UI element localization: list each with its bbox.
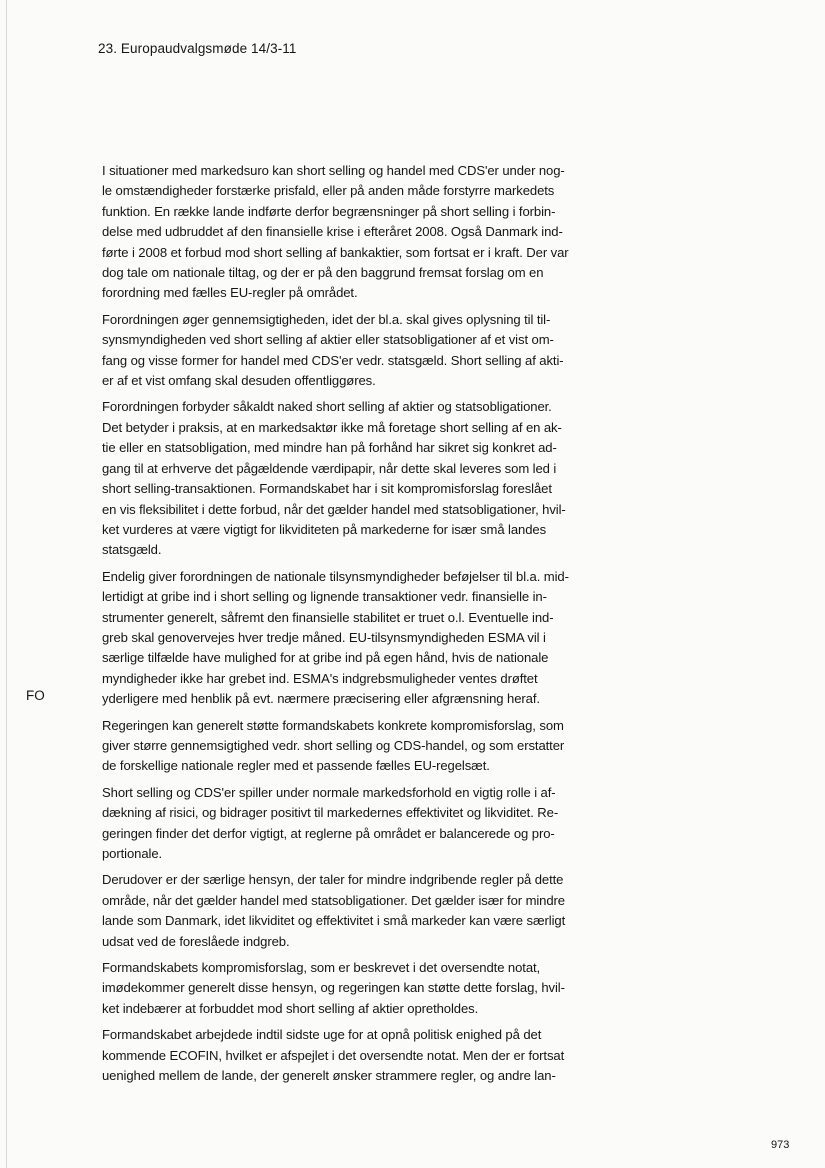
text-line: greb skal genovervejes hver tredje måned. EU-tilsynsmyndigheden ESMA vil i (102, 629, 546, 645)
text-line: dækning af risici, og bidrager positivt til markedernes effektivitet og likviditet. Re- (102, 805, 559, 821)
text-line: lertidigt at gribe ind i short selling og lignende transaktioner vedr. finansielle in- (102, 589, 547, 605)
text-line: portionale. (102, 846, 163, 861)
paragraph (102, 310, 590, 392)
text-line: en vis fleksibilitet i dette forbud, når det gælder handel med statsobligationer, hvil- (102, 501, 566, 517)
text-line: førte i 2008 et forbud mod short selling af bankaktier, som fortsat er i kraft. Der var (102, 244, 569, 260)
text-line: Short selling og CDS'er spiller under normale markedsforhold en vigtig rolle i af- (102, 784, 556, 800)
text-line: Formandskabet arbejdede indtil sidste uge for at opnå politisk enighed på det (102, 1027, 542, 1043)
paragraph (102, 716, 590, 777)
paragraph (102, 783, 590, 865)
page-number: 973 (771, 1139, 790, 1151)
paragraph (102, 161, 590, 304)
text-line: delse med udbruddet af den finansielle krise i efteråret 2008. Også Danmark ind- (102, 224, 563, 240)
text-line: særlige tilfælde have mulighed for at gribe ind på egen hånd, hvis de nationale (102, 650, 549, 666)
text-line: yderligere med henblik på evt. nærmere præcisering eller afgrænsning heraf. (102, 691, 540, 707)
text-line: Formandskabets kompromisforslag, som er beskrevet i det oversendte notat, (102, 960, 541, 976)
paragraph (102, 1025, 590, 1086)
text-line: funktion. En række lande indførte derfor begrænsninger på short selling i forbin- (102, 203, 556, 219)
text-line: lande som Danmark, idet likviditet og effektivitet i små markeder kan være særligt (102, 913, 566, 929)
text-line: Endelig giver forordningen de nationale tilsynsmyndigheder beføjelser til bl.a. mid- (102, 568, 569, 584)
text-line: fang og visse former for handel med CDS'er vedr. statsgæld. Short selling af akti- (102, 352, 564, 368)
paragraph (102, 958, 590, 1019)
text-line: udsat ved de foreslåede indgreb. (102, 933, 290, 949)
text-line: dog tale om nationale tiltag, og der er på den baggrund fremsat forslag om en (102, 265, 544, 281)
text-line: de forskellige nationale regler med et passende fælles EU-regelsæt. (102, 758, 490, 774)
text-line: område, når det gælder handel med statsobligationer. Det gælder især for mindre (102, 892, 565, 908)
text-line: forordning med fælles EU-regler på området. (102, 285, 358, 301)
text-line: uenighed mellem de lande, der generelt ønsker strammere regler, og andre lan- (102, 1068, 556, 1084)
text-line: tie eller en statsobligation, med mindre han på forhånd har sikret sig konkret ad- (102, 440, 557, 456)
text-line: kommende ECOFIN, hvilket er afspejlet i det oversendte notat. Men der er fortsat (102, 1047, 565, 1063)
text-line: ket vurderes at være vigtigt for likviditeten på markederne for især små landes (102, 521, 547, 537)
paragraph (102, 567, 590, 710)
text-line: statsgæld. (102, 542, 162, 558)
text-line: gang til at erhverve det pågældende værdipapir, når dette skal leveres som led i (102, 460, 557, 476)
page-header: 23. Europaudvalgsmøde 14/3-11 (98, 41, 297, 56)
margin-note: FO (26, 688, 45, 703)
scan-edge-line (6, 0, 7, 1168)
text-line: ket indebærer at forbuddet mod short selling af aktier opretholdes. (102, 1000, 479, 1016)
text-line: le omstændigheder forstærke prisfald, eller på anden måde forstyrre markedets (102, 183, 555, 199)
body-text (102, 161, 590, 1092)
text-line: synsmyndigheden ved short selling af aktier eller statsobligationer af et vist om- (102, 332, 554, 348)
text-line: giver større gennemsigtighed vedr. short selling og CDS-handel, og som erstatter (102, 737, 565, 753)
text-line: Det betyder i praksis, at en markedsaktør ikke må foretage short selling af en ak- (102, 419, 562, 435)
paragraph (102, 397, 590, 560)
text-line: er af et vist omfang skal desuden offentliggøres. (102, 373, 376, 389)
text-line: I situationer med markedsuro kan short selling og handel med CDS'er under nog- (102, 163, 565, 178)
text-line: geringen finder det derfor vigtigt, at reglerne på området er balancerede og pro- (102, 825, 555, 841)
text-line: Forordningen øger gennemsigtigheden, idet der bl.a. skal gives oplysning til til- (102, 311, 551, 327)
text-line: Derudover er der særlige hensyn, der taler for mindre indgribende regler på dette (102, 872, 564, 888)
text-line: Regeringen kan generelt støtte formandskabets konkrete kompromisforslag, som (102, 717, 564, 733)
paragraph (102, 870, 590, 952)
text-line: strumenter generelt, såfremt den finansielle stabilitet er truet o.l. Eventuelle ind- (102, 609, 554, 625)
text-line: short selling-transaktionen. Formandskabet har i sit kompromisforslag foreslået (102, 481, 552, 497)
text-line: Forordningen forbyder såkaldt naked short selling af aktier og statsobligationer. (102, 399, 552, 415)
text-line: myndigheder ikke har grebet ind. ESMA's indgrebsmuligheder ventes drøftet (102, 670, 538, 686)
text-line: imødekommer generelt disse hensyn, og regeringen kan støtte dette forslag, hvil- (102, 980, 565, 996)
